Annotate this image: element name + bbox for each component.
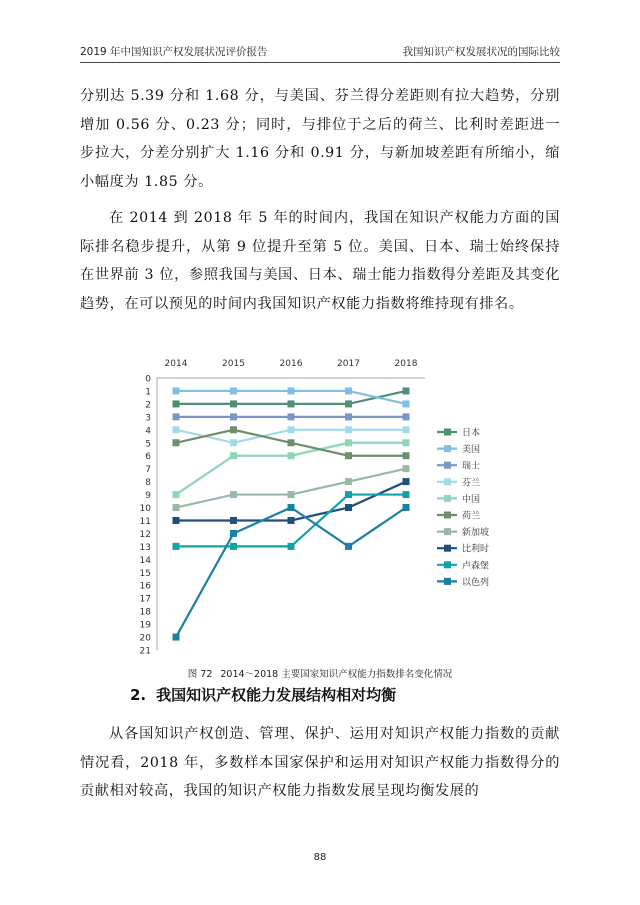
ranking-line-chart (135, 352, 545, 662)
data-point (173, 439, 180, 446)
header-divider (80, 62, 560, 63)
data-point (173, 387, 180, 394)
data-point (230, 543, 237, 550)
legend-marker (444, 478, 451, 485)
data-point (230, 413, 237, 420)
y-tick-label: 14 (139, 555, 151, 566)
y-tick-label: 15 (139, 568, 151, 579)
y-tick-label: 17 (139, 594, 151, 605)
data-point (230, 452, 237, 459)
data-point (403, 491, 410, 498)
y-tick-label: 3 (145, 413, 151, 424)
y-tick-label: 19 (139, 620, 151, 631)
series-line (176, 443, 406, 495)
data-point (288, 426, 295, 433)
data-point (403, 439, 410, 446)
data-point (403, 400, 410, 407)
legend-label: 美国 (462, 445, 481, 456)
legend-label: 以色列 (462, 577, 490, 588)
data-point (345, 387, 352, 394)
legend-label: 新加坡 (462, 528, 490, 539)
data-point (345, 543, 352, 550)
y-tick-label: 5 (145, 439, 151, 450)
data-point (288, 439, 295, 446)
x-tick-label: 2015 (222, 359, 245, 369)
series-line (176, 482, 406, 521)
x-tick-label: 2017 (337, 359, 360, 369)
data-point (173, 517, 180, 524)
data-point (403, 465, 410, 472)
data-point (173, 426, 180, 433)
y-tick-label: 2 (145, 400, 151, 411)
data-point (403, 426, 410, 433)
data-point (288, 452, 295, 459)
data-point (173, 634, 180, 641)
legend-marker (444, 445, 451, 452)
y-tick-label: 21 (139, 646, 151, 657)
data-point (288, 400, 295, 407)
x-tick-label: 2014 (164, 359, 188, 369)
x-tick-label: 2018 (394, 359, 418, 369)
y-tick-label: 12 (139, 529, 151, 540)
legend-marker (444, 578, 451, 585)
legend-label: 芬兰 (462, 478, 481, 489)
data-point (173, 543, 180, 550)
data-point (230, 530, 237, 537)
y-tick-label: 0 (145, 374, 151, 385)
data-point (288, 543, 295, 550)
legend-marker (444, 561, 451, 568)
data-point (345, 491, 352, 498)
data-point (230, 387, 237, 394)
data-point (403, 387, 410, 394)
data-point (173, 400, 180, 407)
body-paragraph-1: 分别达 5.39 分和 1.68 分，与美国、芬兰得分差距则有拉大趋势，分别增加 0.56 分、0.23 分；同时，与排位于之后的荷兰、比利时差距进一步拉大，分差分别扩大 1.16 分和 0.91 分，与新加坡差距有所缩小，缩小幅度为 1.85 分。 (80, 88, 560, 190)
legend-marker (444, 429, 451, 436)
data-point (403, 478, 410, 485)
data-point (345, 452, 352, 459)
y-tick-label: 11 (139, 516, 151, 527)
legend-marker (444, 462, 451, 469)
data-point (345, 400, 352, 407)
x-tick-label: 2016 (279, 359, 303, 369)
data-point (173, 504, 180, 511)
series-line (176, 469, 406, 508)
data-point (403, 413, 410, 420)
data-point (230, 426, 237, 433)
y-tick-label: 18 (139, 607, 151, 618)
data-point (288, 387, 295, 394)
legend-label: 日本 (462, 428, 481, 439)
page-number: 88 (313, 852, 327, 863)
data-point (288, 413, 295, 420)
header-chapter-title: 我国知识产权发展状况的国际比较 (402, 46, 560, 58)
y-tick-label: 4 (145, 426, 151, 437)
data-point (230, 439, 237, 446)
legend-marker (444, 545, 451, 552)
data-point (288, 517, 295, 524)
figure-number: 图 72 (187, 669, 213, 680)
figure-title: 2014～2018 主要国家知识产权能力指数排名变化情况 (220, 669, 453, 680)
legend-label: 瑞士 (462, 461, 481, 472)
section-heading (130, 684, 406, 705)
series-line (176, 508, 406, 638)
y-tick-label: 9 (145, 491, 151, 502)
y-tick-label: 7 (145, 465, 151, 476)
body-paragraph-2: 在 2014 到 2018 年 5 年的时间内，我国在知识产权能力方面的国际排名稳步提升，从第 9 位提升至第 5 位。美国、日本、瑞士始终保持在世界前 3 位，参照我国与美国、日本、瑞士能力指数得分差距及其变化趋势，在可以预见的时间内我国知识产权能力指数将维持现有排名。 (80, 210, 560, 312)
y-tick-label: 1 (145, 387, 151, 398)
data-point (173, 413, 180, 420)
data-point (403, 504, 410, 511)
legend-marker (444, 512, 451, 519)
y-tick-label: 20 (139, 633, 151, 644)
data-point (230, 517, 237, 524)
data-point (403, 452, 410, 459)
data-point (288, 504, 295, 511)
figure-caption (0, 666, 640, 680)
legend-marker (444, 528, 451, 535)
y-tick-label: 10 (139, 504, 151, 515)
data-point (345, 426, 352, 433)
data-point (345, 439, 352, 446)
legend-label: 比利时 (462, 544, 490, 555)
section-title: 我国知识产权能力发展结构相对均衡 (156, 686, 397, 704)
data-point (230, 400, 237, 407)
y-tick-label: 13 (139, 542, 151, 553)
data-point (345, 478, 352, 485)
y-tick-label: 8 (145, 478, 151, 489)
data-point (345, 504, 352, 511)
legend-label: 中国 (462, 494, 481, 505)
section-number: 2. (130, 686, 147, 704)
legend-label: 卢森堡 (462, 561, 490, 572)
y-tick-label: 16 (139, 581, 151, 592)
data-point (288, 491, 295, 498)
data-point (345, 413, 352, 420)
legend-label: 荷兰 (462, 511, 481, 522)
data-point (230, 491, 237, 498)
legend-marker (444, 495, 451, 502)
header-report-title: 2019 年中国知识产权发展状况评价报告 (80, 46, 268, 58)
page-header (80, 44, 560, 62)
y-tick-label: 6 (145, 452, 151, 463)
data-point (173, 491, 180, 498)
body-paragraph-3: 从各国知识产权创造、管理、保护、运用对知识产权能力指数的贡献情况看，2018 年，多数样本国家保护和运用对知识产权能力指数得分的贡献相对较高，我国的知识产权能力指数发展呈现均衡发展的 (80, 726, 560, 799)
